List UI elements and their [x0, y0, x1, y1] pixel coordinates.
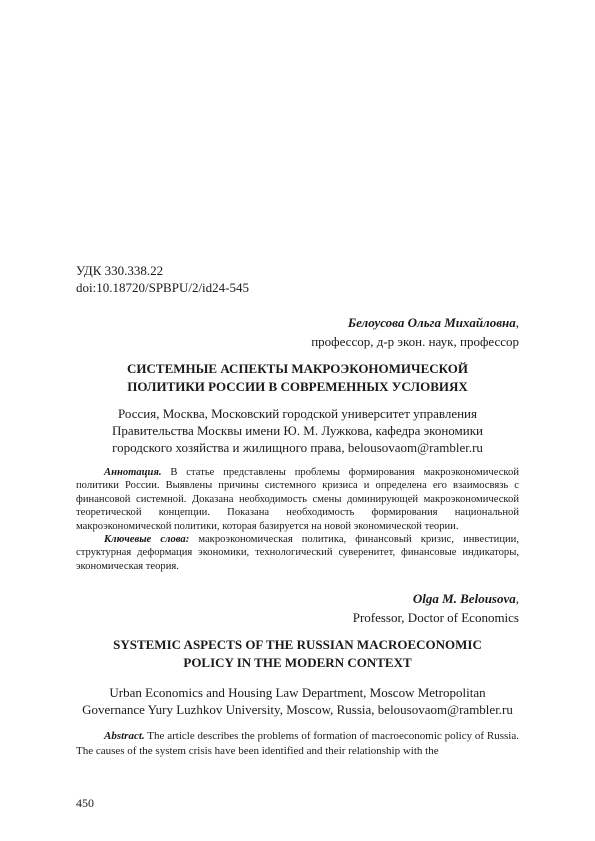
author-position-en: Professor, Doctor of Economics: [352, 610, 519, 625]
keywords-label-ru: Ключевые слова:: [104, 534, 190, 546]
article-title-en: [76, 636, 519, 672]
doi: doi:10.18720/SPBPU/2/id24-545: [76, 280, 249, 295]
article-title-ru: [76, 360, 519, 396]
title-line: POLICY IN THE MODERN CONTEXT: [183, 655, 412, 670]
abstract-text-en: The article describes the problems of formation of macroeconomic policy of Russia. The causes of the system crisis have been identified and their relationship with the: [76, 730, 519, 757]
title-line: ПОЛИТИКИ РОССИИ В СОВРЕМЕННЫХ УСЛОВИЯХ: [127, 379, 468, 394]
abstract-text-ru: В статье представлены проблемы формирования макроэкономической политики России. Выявлены причины системного кризиса и определена его взаимосвязь с финансовой системной. Доказана необходимость смены доминирующей макроэкономической теоретической концепции. Показана необходимость формирования национальной макроэкономической политики, которая базируется на новой экономической теории.: [76, 467, 519, 532]
author-name-comma: ,: [515, 315, 519, 330]
affiliation-line: Правительства Москвы имени Ю. М. Лужкова, кафедра экономики: [111, 423, 483, 438]
author-name-en: Olga M. Belousova: [412, 591, 516, 606]
author-name-comma: ,: [515, 591, 519, 606]
affiliation-line: Urban Economics and Housing Law Department, Moscow Metropolitan: [109, 685, 486, 700]
author-position-ru: профессор, д-р экон. наук, профессор: [311, 334, 519, 349]
affiliation-ru: [76, 405, 519, 456]
author-block-ru: [76, 313, 519, 351]
keywords-text-ru: макроэкономическая политика, финансовый кризис, инвестиции, структурная деформация экономики, технологический суверенитет, финансовые индикаторы, экономическая теория.: [76, 534, 519, 572]
affiliation-line: Россия, Москва, Московский городской университет управления: [118, 406, 477, 421]
abstract-label-ru: Аннотация.: [104, 467, 162, 478]
affiliation-line: городского хозяйства и жилищного права, belousovaom@rambler.ru: [112, 440, 483, 455]
udc-code: УДК 330.338.22: [76, 263, 164, 278]
article-header: [76, 262, 519, 296]
abstract-ru: [76, 466, 519, 573]
affiliation-en: [76, 684, 519, 718]
abstract-paragraph-ru: [76, 466, 519, 533]
abstract-en: [76, 729, 519, 759]
keywords-paragraph-ru: [76, 533, 519, 573]
author-name-ru: Белоусова Ольга Михайловна: [347, 315, 516, 330]
page-number: 450: [76, 796, 94, 810]
affiliation-line: Governance Yury Luzhkov University, Moscow, Russia, belousovaom@rambler.ru: [82, 702, 513, 717]
author-name-line-ru: [76, 313, 519, 332]
author-name-line-en: [76, 589, 519, 608]
abstract-label-en: Abstract.: [104, 730, 145, 742]
author-block-en: [76, 589, 519, 627]
title-line: СИСТЕМНЫЕ АСПЕКТЫ МАКРОЭКОНОМИЧЕСКОЙ: [127, 361, 468, 376]
abstract-paragraph-en: [76, 729, 519, 759]
title-line: SYSTEMIC ASPECTS OF THE RUSSIAN MACROECONOMIC: [113, 637, 482, 652]
